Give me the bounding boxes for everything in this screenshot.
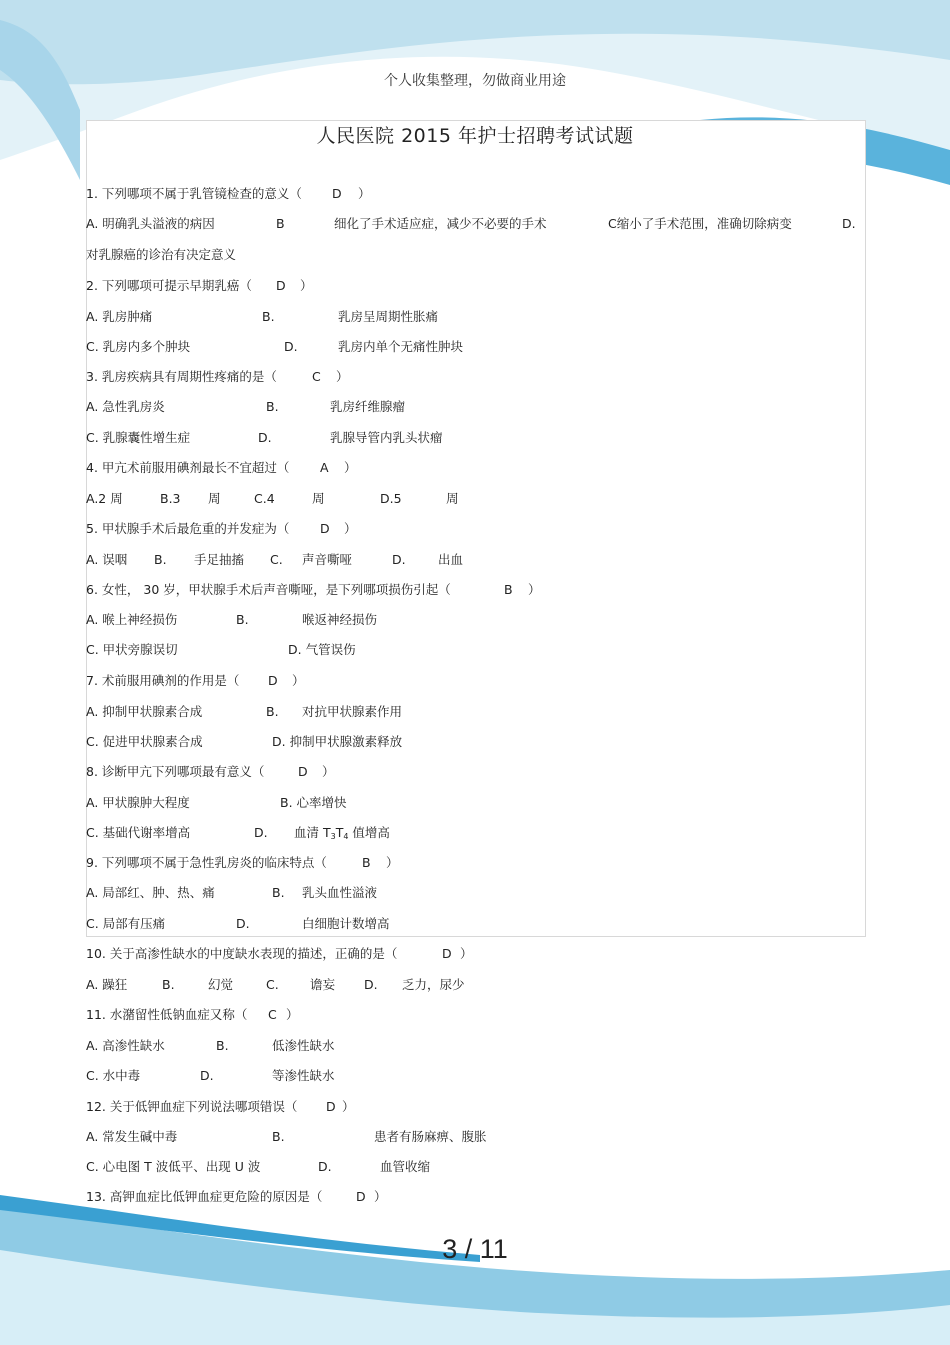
question-7-options-ab: A. 抑制甲状腺素合成 B. 对抗甲状腺素作用: [86, 702, 866, 722]
question-1-options: A. 明确乳头溢液的病因 B 细化了手术适应症，减少不必要的手术 C缩小了手术范围，准确切除病变 D.: [86, 214, 866, 234]
option-c: C. 乳腺囊性增生症: [86, 430, 191, 445]
question-5-options: A. 误咽 B. 手足抽搐 C. 声音嘶哑 D. 出血: [86, 550, 866, 570]
question-6-stem: 6. 女性， 30 岁，甲状腺手术后声音嘶哑，是下列哪项损伤引起（ B ）: [86, 580, 866, 600]
question-11-stem: 11. 水潴留性低钠血症又称（ C ）: [86, 1005, 866, 1025]
option-a: A. 乳房肿痛: [86, 309, 153, 324]
question-2-options-cd: C. 乳房内多个肿块 D. 乳房内单个无痛性肿块: [86, 337, 866, 357]
option-c: 谵妄: [310, 977, 336, 992]
option-a: A. 躁狂: [86, 977, 128, 992]
option-d: D. 抑制甲状腺激素释放: [272, 734, 403, 749]
question-12-stem: 12. 关于低钾血症下列说法哪项错误（ D ）: [86, 1097, 866, 1117]
question-7-stem: 7. 术前服用碘剂的作用是（ D ）: [86, 671, 866, 691]
option-d: 等渗性缺水: [272, 1068, 335, 1083]
question-8-options-ab: [86, 793, 866, 813]
question-5-answer: D: [320, 521, 330, 536]
option-a: A. 常发生碱中毒: [86, 1129, 178, 1144]
option-d: D. 气管误伤: [288, 642, 356, 657]
question-11-options-cd: C. 水中毒 D. 等渗性缺水: [86, 1066, 866, 1086]
option-b: 细化了手术适应症，减少不必要的手术: [334, 216, 547, 231]
option-d: 血管收缩: [380, 1159, 431, 1174]
question-3-answer: C: [312, 369, 321, 384]
option-d: 乏力，尿少: [402, 977, 465, 992]
question-1-stem: 1. 下列哪项不属于乳管镜检查的意义（ D ）: [86, 184, 866, 204]
question-5-stem: 5. 甲状腺手术后最危重的并发症为（ D ）: [86, 519, 866, 539]
option-d: 对乳腺癌的诊治有决定意义: [86, 247, 237, 262]
question-12-options-cd: C. 心电图 T 波低平、出现 U 波 D. 血管收缩: [86, 1157, 866, 1177]
question-6-options-ab: A. 喉上神经损伤 B. 喉返神经损伤: [86, 610, 866, 630]
option-b: 患者有肠麻痹、腹胀: [374, 1129, 487, 1144]
option-c: C. 水中毒: [86, 1068, 141, 1083]
option-a: A. 局部红、肿、热、痛: [86, 885, 215, 900]
option-b: 乳房纤维腺瘤: [330, 399, 406, 414]
option-a: A. 急性乳房炎: [86, 399, 165, 414]
question-10-answer: D: [442, 946, 452, 961]
question-12-options-ab: A. 常发生碱中毒 B. 患者有肠麻痹、腹胀: [86, 1127, 866, 1147]
option-d: 血清 $T_3T_4$ 值增高: [294, 825, 390, 841]
question-13-stem: 13. 高钾血症比低钾血症更危险的原因是（ D ）: [86, 1187, 866, 1207]
question-8-options-cd: C. 基础代谢率增高 D. 血清 $T_3T_4$ 值增高: [86, 823, 866, 843]
question-12-answer: D: [326, 1099, 336, 1114]
option-b: B.3: [160, 491, 181, 506]
option-c: C. 局部有压痛: [86, 916, 166, 931]
question-3-options-cd: C. 乳腺囊性增生症 D. 乳腺导管内乳头状瘤: [86, 428, 866, 448]
option-b: 对抗甲状腺素作用: [302, 704, 403, 719]
option-a: A. 高渗性缺水: [86, 1038, 165, 1053]
question-10-stem: 10. 关于高渗性缺水的中度缺水表现的描述，正确的是（ D ）: [86, 944, 866, 964]
question-1-option-d: [86, 245, 866, 265]
question-4-stem: 4. 甲亢术前服用碘剂最长不宜超过（ A ）: [86, 458, 866, 478]
question-7-answer: D: [268, 673, 278, 688]
option-a: A.2 周: [86, 491, 123, 506]
option-c: C. 心电图 T 波低平、出现 U 波: [86, 1159, 261, 1174]
question-4-options: A.2 周 B.3 周 C.4 周 D.5 周: [86, 489, 866, 509]
option-c: 声音嘶哑: [302, 552, 353, 567]
question-13-answer: D: [356, 1189, 366, 1204]
question-6-options-cd: [86, 640, 866, 660]
question-3-options-ab: A. 急性乳房炎 B. 乳房纤维腺瘤: [86, 397, 866, 417]
option-c: C. 甲状旁腺误切: [86, 642, 178, 657]
question-2-stem: 2. 下列哪项可提示早期乳癌（ D ）: [86, 276, 866, 296]
question-4-answer: A: [320, 460, 329, 475]
option-d: 乳腺导管内乳头状瘤: [330, 430, 443, 445]
header-note: 个人收集整理，勿做商业用途: [384, 73, 566, 89]
question-1-answer: D: [332, 186, 342, 201]
question-7-options-cd: [86, 732, 866, 752]
option-c: C.4: [254, 491, 275, 506]
option-c: C. 乳房内多个肿块: [86, 339, 191, 354]
option-a: A. 喉上神经损伤: [86, 612, 178, 627]
question-3-stem: 3. 乳房疾病具有周期性疼痛的是（ C ）: [86, 367, 866, 387]
question-2-options-ab: A. 乳房肿痛 B. 乳房呈周期性胀痛: [86, 307, 866, 327]
question-10-options: A. 躁狂 B. 幻觉 C. 谵妄 D. 乏力，尿少: [86, 975, 866, 995]
question-11-answer: C: [268, 1007, 277, 1022]
question-8-answer: D: [298, 764, 308, 779]
option-a: A. 明确乳头溢液的病因: [86, 216, 215, 231]
option-c: C. 基础代谢率增高: [86, 825, 191, 840]
option-d: D.5: [380, 491, 402, 506]
option-d: 乳房内单个无痛性肿块: [338, 339, 464, 354]
option-c: C. 促进甲状腺素合成: [86, 734, 203, 749]
page-number: 3 / 11: [442, 1234, 508, 1264]
option-b: 喉返神经损伤: [302, 612, 378, 627]
question-11-options-ab: A. 高渗性缺水 B. 低渗性缺水: [86, 1036, 866, 1056]
option-a: A. 误咽: [86, 552, 128, 567]
document-title: 人民医院 2015 年护士招聘考试试题: [316, 125, 634, 147]
option-b: 手足抽搐: [194, 552, 245, 567]
question-2-answer: D: [276, 278, 286, 293]
option-d: 白细胞计数增高: [302, 916, 390, 931]
option-b: 乳房呈周期性胀痛: [338, 309, 439, 324]
option-b: 幻觉: [208, 977, 234, 992]
question-9-stem: 9. 下列哪项不属于急性乳房炎的临床特点（ B ）: [86, 853, 866, 873]
option-b: 乳头血性溢液: [302, 885, 378, 900]
question-9-options-cd: C. 局部有压痛 D. 白细胞计数增高: [86, 914, 866, 934]
option-a: A. 抑制甲状腺素合成: [86, 704, 203, 719]
option-b: B. 心率增快: [280, 795, 347, 810]
option-a: A. 甲状腺肿大程度: [86, 795, 190, 810]
question-6-answer: B: [504, 582, 513, 597]
option-d: 出血: [438, 552, 464, 567]
question-9-answer: B: [362, 855, 371, 870]
option-c: C缩小了手术范围，准确切除病变: [608, 216, 792, 231]
question-9-options-ab: A. 局部红、肿、热、痛 B. 乳头血性溢液: [86, 883, 866, 903]
question-8-stem: 8. 诊断甲亢下列哪项最有意义（ D ）: [86, 762, 866, 782]
option-b: 低渗性缺水: [272, 1038, 335, 1053]
